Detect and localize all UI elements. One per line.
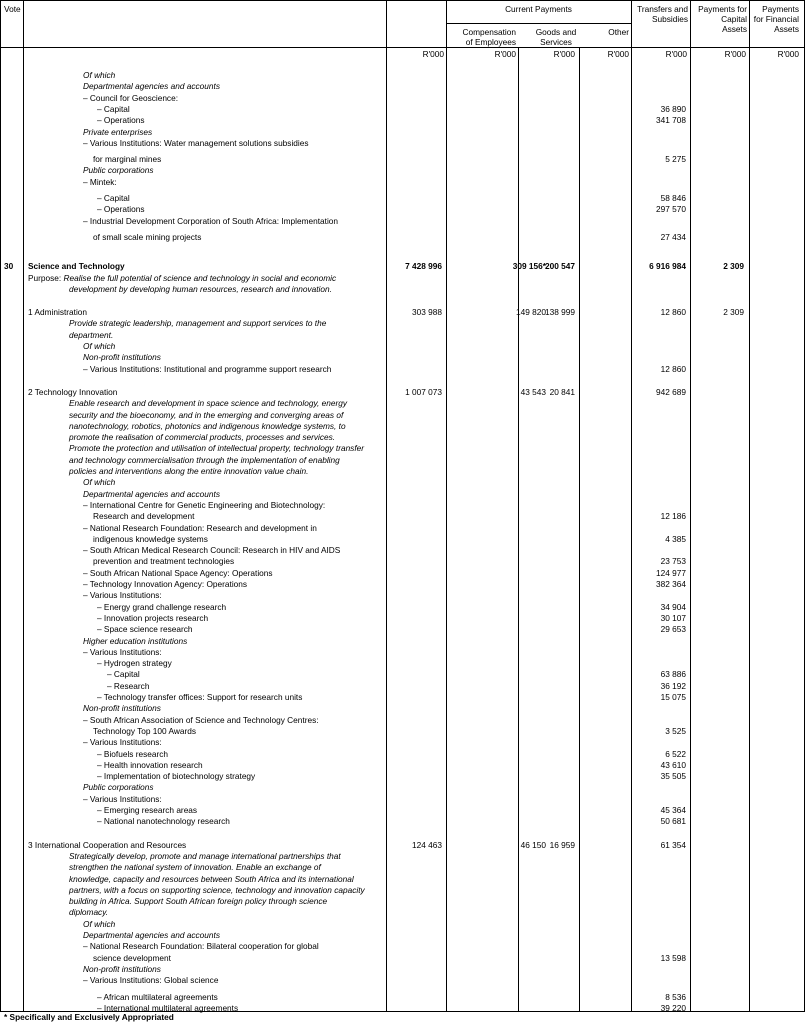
- row-label: knowledge, capacity and resources between South Africa and its international: [69, 873, 354, 884]
- current-payments-rule: [446, 23, 631, 24]
- row-label: – South African Medical Research Council: Research in HIV and AIDS: [83, 545, 341, 556]
- row-label: – Emerging research areas: [97, 805, 198, 815]
- row-label: – Biofuels research: [97, 748, 169, 759]
- footnote: * Specifically and Exclusively Appropriated: [4, 1012, 174, 1022]
- header-compensation-l1: Compensation: [462, 27, 516, 37]
- cell-transfers: 4 385: [665, 533, 686, 544]
- row-label: – Energy grand challenge research: [97, 601, 227, 612]
- unit-label: R'000: [607, 49, 629, 59]
- cell-transfers: 34 904: [660, 601, 686, 612]
- row-label: – Hydrogen strategy: [97, 658, 172, 669]
- cell-other: 138 999: [545, 307, 575, 318]
- row-label: – Various Institutions: Institutional and programme support research: [83, 363, 332, 374]
- row-label: – Operations: [97, 204, 145, 215]
- purpose-text: Realise the full potential of science and technology in social and economic: [63, 272, 337, 283]
- row-label: – Capital: [107, 669, 140, 680]
- row-label: Promote the protection and utilisation of intellectual property, technology transfer: [69, 443, 365, 454]
- row-label: 3 International Cooperation and Resources: [28, 839, 187, 850]
- row-label: – Health innovation research: [97, 759, 203, 770]
- row-label: – Innovation projects research: [97, 612, 209, 623]
- cell-transfers: 27 434: [660, 231, 686, 242]
- row-label: strengthen the national system of innovation. Enable an exchange of: [69, 862, 321, 873]
- cell-comp: 124 463: [412, 839, 442, 850]
- row-label: Departmental agencies and accounts: [83, 488, 220, 499]
- cell-goods: 309 156*: [512, 261, 546, 272]
- row-label: promote the realisation of commercial products, processes and services.: [69, 432, 336, 443]
- cell-transfers: 8 536: [665, 991, 686, 1002]
- cell-transfers: 297 570: [656, 204, 686, 215]
- row-label: – Technology Innovation Agency: Operations: [83, 579, 248, 589]
- row-label: – Industrial Development Corporation of South Africa: Implementation: [83, 215, 339, 226]
- row-label: Public corporations: [83, 165, 154, 176]
- cell-goods: 46 150: [520, 839, 546, 850]
- row-label: Of which: [83, 341, 116, 351]
- row-label: – International multilateral agreements: [97, 1002, 239, 1013]
- col-divider: [386, 1, 387, 1011]
- row-label: – Various Institutions: Global science: [83, 975, 219, 986]
- row-label: Strategically develop, promote and manage international partnerships that: [69, 850, 341, 861]
- row-label: policies and interventions along the entire innovation value chain.: [69, 466, 309, 476]
- cell-transfers: 382 364: [656, 579, 686, 589]
- cell-transfers: 3 525: [665, 725, 686, 736]
- cell-transfers: 36 192: [660, 680, 686, 691]
- cell-capital: 2 309: [723, 307, 744, 318]
- cell-transfers: 12 186: [660, 511, 686, 522]
- row-label: indigenous knowledge systems: [93, 533, 208, 544]
- cell-other: 16 959: [549, 839, 575, 850]
- row-label: partners, with a focus on supporting science, technology and innovation capacity: [69, 884, 365, 895]
- cell-transfers: 63 886: [660, 669, 686, 680]
- row-label: – Mintek:: [83, 176, 117, 187]
- cell-transfers: 30 107: [660, 612, 686, 623]
- row-label: Non-profit institutions: [83, 703, 161, 714]
- row-label: – Various Institutions:: [83, 793, 162, 804]
- row-label: – National Research Foundation: Bilateral cooperation for global: [83, 941, 319, 952]
- row-label: – African multilateral agreements: [97, 991, 218, 1002]
- header-other: Other: [608, 27, 629, 37]
- row-label: Departmental agencies and accounts: [83, 930, 220, 940]
- row-label: diplomacy.: [69, 907, 109, 918]
- purpose-label: Purpose:: [28, 272, 64, 283]
- cell-transfers: 124 977: [656, 567, 686, 578]
- cell-transfers: 12 860: [660, 307, 686, 318]
- row-label: Technology Top 100 Awards: [93, 725, 197, 736]
- row-label: – National nanotechnology research: [97, 816, 230, 827]
- row-label: Of which: [83, 918, 116, 929]
- header-transfers-l2: Subsidies: [652, 14, 688, 24]
- header-financial-l1: Payments: [762, 4, 799, 14]
- cell-comp: 1 007 073: [405, 386, 442, 397]
- cell-other: 200 547: [545, 261, 575, 272]
- header-rule: [1, 47, 805, 48]
- cell-transfers: 15 075: [660, 692, 686, 702]
- row-label: – South African National Space Agency: Operations: [83, 567, 273, 578]
- row-label: building in Africa. Support South African foreign policy through science: [69, 896, 328, 907]
- cell-other: 20 841: [549, 386, 575, 397]
- cell-transfers: 36 890: [660, 103, 686, 114]
- row-label: Non-profit institutions: [83, 963, 161, 974]
- row-label: – South African Association of Science and Technology Centres:: [83, 714, 319, 725]
- row-label: – Implementation of biotechnology strategy: [97, 771, 256, 782]
- cell-capital: 2 309: [723, 261, 744, 272]
- col-divider: [518, 47, 519, 1011]
- cell-transfers: 6 916 984: [649, 261, 686, 272]
- cell-comp: 303 988: [412, 307, 442, 318]
- unit-label: R'000: [553, 49, 575, 59]
- cell-transfers: 5 275: [665, 154, 686, 165]
- header-current-payments: Current Payments: [505, 4, 572, 14]
- row-label: – Operations: [97, 115, 145, 126]
- row-label: – Capital: [97, 103, 130, 114]
- cell-goods: 43 543: [520, 386, 546, 397]
- cell-transfers: 12 860: [660, 363, 686, 374]
- row-label: Provide strategic leadership, management and support services to the: [69, 318, 327, 329]
- header-capital-l2: Capital: [721, 14, 747, 24]
- cell-transfers: 13 598: [660, 952, 686, 963]
- row-label: department.: [69, 329, 114, 340]
- cell-transfers: 43 610: [660, 759, 686, 770]
- cell-transfers: 942 689: [656, 386, 686, 397]
- row-label: – Various Institutions:: [83, 737, 162, 748]
- row-label: Higher education institutions: [83, 635, 188, 646]
- row-label: nanotechnology, robotics, photonics and indigenous knowledge systems, to: [69, 420, 346, 431]
- row-label: – Council for Geoscience:: [83, 92, 179, 103]
- cell-transfers: 58 846: [660, 193, 686, 203]
- row-label: Public corporations: [83, 782, 154, 793]
- unit-label: R'000: [724, 49, 746, 59]
- row-label: Of which: [83, 477, 116, 488]
- row-label: development by developing human resources, research and innovation.: [69, 283, 332, 294]
- row-label: Private enterprises: [83, 126, 153, 137]
- row-label: 1 Administration: [28, 307, 88, 318]
- col-divider: [579, 47, 580, 1011]
- cell-transfers: 341 708: [656, 115, 686, 126]
- row-label: [28, 273, 336, 283]
- row-label: Research and development: [93, 511, 195, 522]
- col-divider: [631, 1, 632, 1011]
- unit-label: R'000: [494, 49, 516, 59]
- unit-label: R'000: [422, 49, 444, 59]
- row-label: Science and Technology: [28, 261, 125, 272]
- header-financial-l2: for Financial: [753, 14, 799, 24]
- unit-label: R'000: [665, 49, 687, 59]
- row-label: – Technology transfer offices: Support for research units: [97, 692, 303, 702]
- header-capital-l1: Payments for: [698, 4, 747, 14]
- header-goods-l2: Services: [540, 37, 572, 47]
- cell-transfers: 29 653: [660, 624, 686, 635]
- col-divider: [690, 1, 691, 1011]
- header-capital-l3: Assets: [722, 24, 747, 34]
- row-label: – Various Institutions:: [83, 590, 162, 601]
- header-transfers-l1: Transfers and: [637, 4, 688, 14]
- row-label: Non-profit institutions: [83, 352, 161, 363]
- header-vote: Vote: [4, 4, 21, 14]
- cell-transfers: 50 681: [660, 816, 686, 827]
- cell-goods: 149 820: [516, 307, 546, 318]
- header-compensation-l2: of Employees: [465, 37, 516, 47]
- cell-transfers: 39 220: [660, 1002, 686, 1013]
- row-label: of small scale mining projects: [93, 231, 202, 242]
- row-label: and technology commercialisation through the implementation of enabling: [69, 454, 340, 465]
- row-label: – Space science research: [97, 624, 193, 635]
- row-label: – Various Institutions: Water management solutions subsidies: [83, 137, 309, 148]
- row-label: Of which: [83, 70, 116, 80]
- col-divider: [23, 1, 24, 1011]
- cell-transfers: 35 505: [660, 771, 686, 782]
- row-label: Enable research and development in space science and technology, energy: [69, 398, 347, 409]
- row-label: prevention and treatment technologies: [93, 556, 235, 567]
- row-label: Departmental agencies and accounts: [83, 81, 220, 92]
- row-label: science development: [93, 952, 171, 963]
- col-divider: [749, 1, 750, 1011]
- row-label: 2 Technology Innovation: [28, 386, 118, 397]
- row-label: security and the bioeconomy, and in the emerging and converging areas of: [69, 409, 344, 420]
- row-label: – National Research Foundation: Research and development in: [83, 522, 317, 533]
- row-label: – Capital: [97, 193, 130, 203]
- cell-vote: 30: [4, 261, 14, 272]
- cell-transfers: 45 364: [660, 805, 686, 815]
- unit-label: R'000: [777, 49, 799, 59]
- header-goods-l1: Goods and: [535, 27, 577, 37]
- row-label: – International Centre for Genetic Engineering and Biotechnology:: [83, 499, 326, 510]
- row-label: – Research: [107, 680, 150, 691]
- row-label: – Various Institutions:: [83, 646, 162, 657]
- header-financial-l3: Assets: [774, 24, 799, 34]
- row-label: for marginal mines: [93, 154, 162, 165]
- cell-transfers: 23 753: [660, 556, 686, 567]
- cell-comp: 7 428 996: [405, 261, 442, 272]
- cell-transfers: 61 354: [660, 839, 686, 850]
- col-divider: [446, 1, 447, 1011]
- cell-transfers: 6 522: [665, 748, 686, 759]
